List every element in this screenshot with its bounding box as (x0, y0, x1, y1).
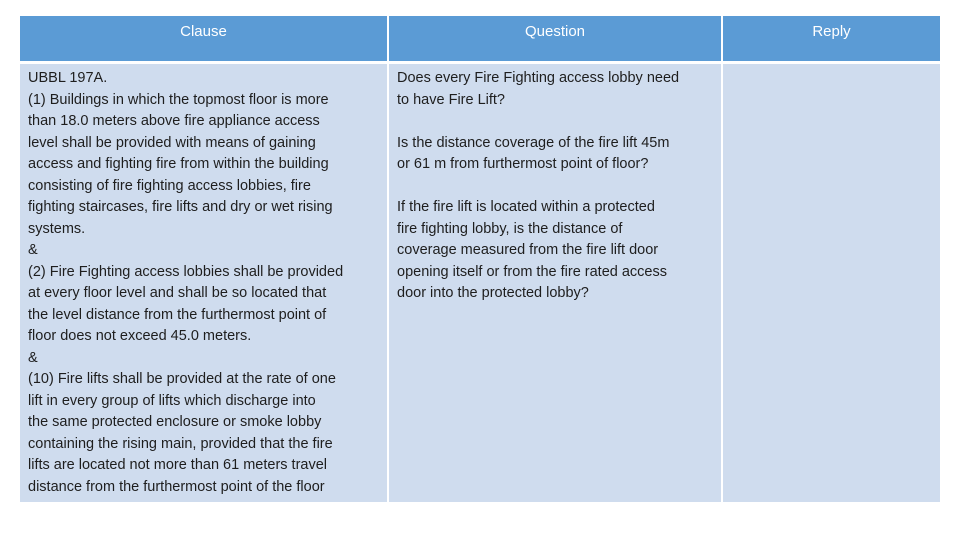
clause-line: fighting staircases, fire lifts and dry or wet rising (28, 199, 333, 215)
clause-line: than 18.0 meters above fire appliance access (28, 113, 320, 129)
clause-line: (2) Fire Fighting access lobbies shall be provided (28, 263, 344, 280)
clause-line: the same protected enclosure or smoke lobby (28, 414, 322, 430)
clause-line: lift in every group of lifts which discharge into (28, 392, 316, 409)
question-line: Does every Fire Fighting access lobby need (397, 70, 680, 86)
header-question: Question (389, 16, 723, 64)
clause-line: floor does not exceed 45.0 meters. (28, 328, 252, 344)
header-reply: Reply (723, 16, 940, 64)
reply-cell (723, 64, 940, 502)
clause-question-table (20, 16, 940, 502)
question-line: opening itself or from the fire rated access (397, 263, 667, 280)
question-line: to have Fire Lift? (397, 91, 505, 108)
question-line: fire fighting lobby, is the distance of (397, 220, 623, 237)
header-clause: Clause (20, 16, 389, 64)
clause-line: consisting of fire fighting access lobbies, fire (28, 177, 311, 194)
clause-line: at every floor level and shall be so located that (28, 285, 327, 301)
clause-line: systems. (28, 220, 86, 237)
clause-line: containing the rising main, provided that the fire (28, 435, 333, 452)
question-line: If the fire lift is located within a protected (397, 199, 655, 215)
clause-line: (1) Buildings in which the topmost floor is more (28, 91, 329, 108)
clause-cell (20, 64, 389, 502)
clause-line: UBBL 197A. (28, 70, 108, 86)
question-cell (389, 64, 723, 502)
clause-line: access and fighting fire from within the building (28, 156, 329, 172)
question-line: or 61 m from furthermost point of floor? (397, 156, 649, 172)
clause-line: distance from the furthermost point of the floor (28, 478, 325, 495)
clause-line: the level distance from the furthermost point of (28, 306, 327, 323)
question-line: Is the distance coverage of the fire lift 45m (397, 134, 670, 151)
clause-line: & (28, 349, 38, 366)
clause-line: (10) Fire lifts shall be provided at the rate of one (28, 371, 336, 387)
clause-line: lifts are located not more than 61 meters travel (28, 457, 328, 473)
clause-line: & (28, 242, 38, 258)
question-line: coverage measured from the fire lift door (397, 242, 659, 258)
clause-line: level shall be provided with means of gaining (28, 134, 316, 151)
question-line: door into the protected lobby? (397, 285, 589, 301)
